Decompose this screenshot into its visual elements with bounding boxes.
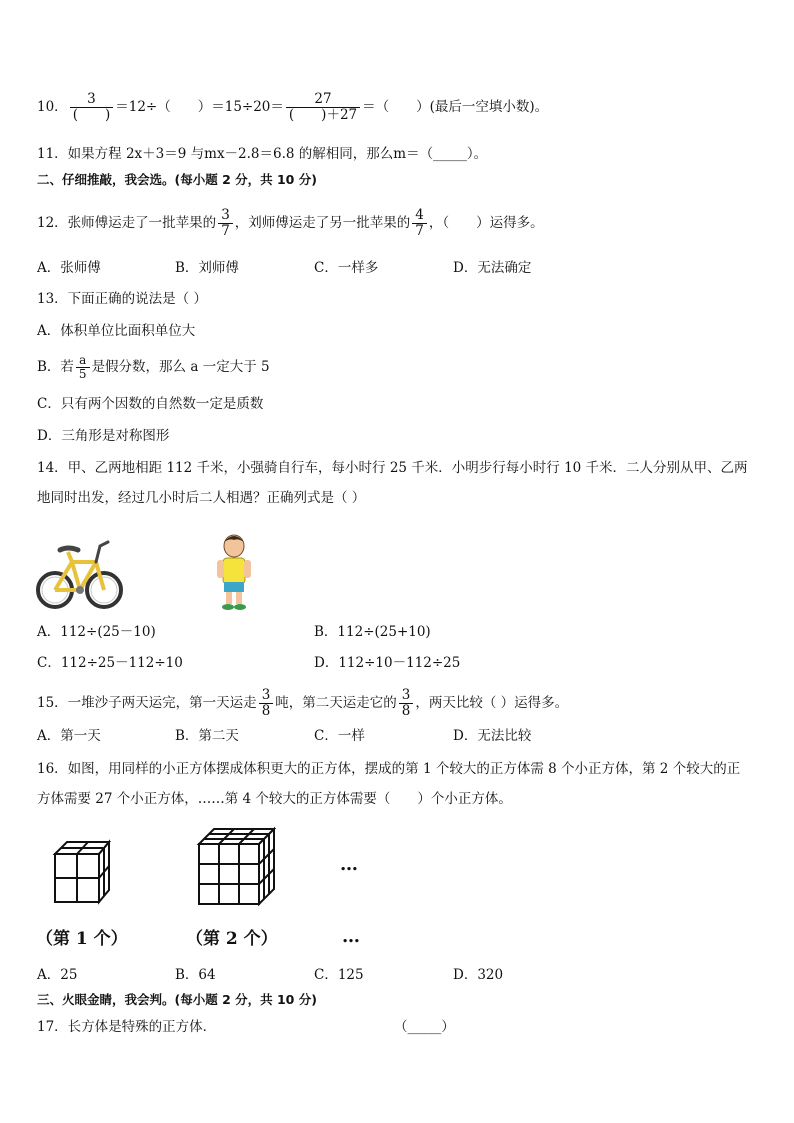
fraction-4-7: $\frac{4}{7}$ (412, 208, 427, 239)
q16-option-c[interactable]: C．125 (314, 967, 364, 983)
q13-option-d[interactable]: D．三角形是对称图形 (37, 428, 170, 444)
q16-option-d[interactable]: D．320 (453, 967, 504, 983)
question-11: 11．如果方程 2x＋3＝9 与mx－2.8＝6.8 的解相同，那么m＝（_____）。 (37, 146, 488, 162)
q15-option-d[interactable]: D．无法比较 (453, 728, 532, 744)
q15-option-a[interactable]: A．第一天 (37, 728, 101, 744)
q13-option-a[interactable]: A．体积单位比面积单位大 (37, 323, 196, 339)
fraction-2: $\frac{27}{( )+27}$ (286, 92, 360, 123)
q14-option-a[interactable]: A．112÷(25－10) (37, 624, 156, 640)
bicycle-icon (36, 532, 124, 612)
question-17: 17．长方体是特殊的正方体． (37, 1019, 217, 1035)
section-2-title: 二、仔细推敲，我会选。(每小题 2 分，共 10 分) (37, 172, 317, 187)
question-14-line-1: 14．甲、乙两地相距 112 千米，小强骑自行车，每小时行 25 千米．小明步行每小时行 10 千米．二人分别从甲、乙两 (37, 460, 748, 476)
fraction-1: $\frac{3}{( )}$ (70, 92, 114, 123)
boy-icon (212, 532, 256, 612)
q12-option-d[interactable]: D．无法确定 (453, 260, 532, 276)
q12-option-c[interactable]: C．一样多 (314, 260, 379, 276)
q14-option-c[interactable]: C．112÷25－112÷10 (37, 655, 183, 671)
q15-option-b[interactable]: B．第二天 (175, 728, 239, 744)
section-3-title: 三、火眼金睛，我会判。(每小题 2 分，共 10 分) (37, 992, 317, 1007)
question-16-line-2: 方体需要 27 个小正方体，……第 4 个较大的正方体需要（ ）个小正方体。 (37, 791, 512, 807)
fraction-3-7: $\frac{3}{7}$ (218, 208, 233, 239)
question-16-line-1: 16．如图，用同样的小正方体摆成体积更大的正方体，摆成的第 1 个较大的正方体需 8 个小正方体，第 2 个较大的正 (37, 761, 741, 777)
question-15: 15．一堆沙子两天运完，第一天运走 $\frac{3}{8}$ 吨，第二天运走它的 $\frac{3}{8}$ ，两天比较（ ）运得多。 (37, 687, 569, 719)
q12-option-b[interactable]: B．刘师傅 (175, 260, 239, 276)
caption-figure-2: （第 2 个） (186, 929, 278, 949)
cube-2x2-figure (52, 838, 112, 906)
q16-option-a[interactable]: A．25 (37, 967, 78, 983)
q13-option-c[interactable]: C．只有两个因数的自然数一定是质数 (37, 396, 264, 412)
q13-option-b[interactable]: B．若 $\frac{a}{5}$ 是假分数，那么 a 一定大于 5 (37, 353, 270, 381)
fraction-a-5: $\frac{a}{5}$ (76, 354, 90, 381)
question-14-line-2: 地同时出发，经过几小时后二人相遇？正确列式是（ ） (37, 490, 366, 506)
fraction-3-8-b: $\frac{3}{8}$ (399, 688, 414, 719)
q16-option-b[interactable]: B．64 (175, 967, 216, 983)
question-12: 12．张师傅运走了一批苹果的 $\frac{3}{7}$ ，刘师傅运走了另一批苹果的 $\frac{4}{7}$ ，（ ）运得多。 (37, 207, 544, 239)
question-13-stem: 13．下面正确的说法是（ ） (37, 291, 207, 307)
ellipsis-bottom: … (342, 926, 361, 947)
q15-option-c[interactable]: C．一样 (314, 728, 365, 744)
fraction-3-8-a: $\frac{3}{8}$ (259, 688, 274, 719)
cube-3x3-figure (196, 826, 276, 908)
q14-option-b[interactable]: B．112÷(25+10) (314, 624, 431, 640)
question-10: 10． $\frac{3}{( )}$ ＝12÷（ ）＝15÷20＝ $\frac{27}{( )+27}$ ＝（ ）(最后一空填小数)。 (37, 91, 549, 123)
question-number: 10． (37, 99, 68, 115)
q14-option-d[interactable]: D．112÷10－112÷25 (314, 655, 461, 671)
q17-answer-blank[interactable]: （_____） (394, 1019, 455, 1035)
ellipsis-top: … (340, 854, 359, 875)
q12-option-a[interactable]: A．张师傅 (37, 260, 101, 276)
caption-figure-1: （第 1 个） (36, 929, 128, 949)
